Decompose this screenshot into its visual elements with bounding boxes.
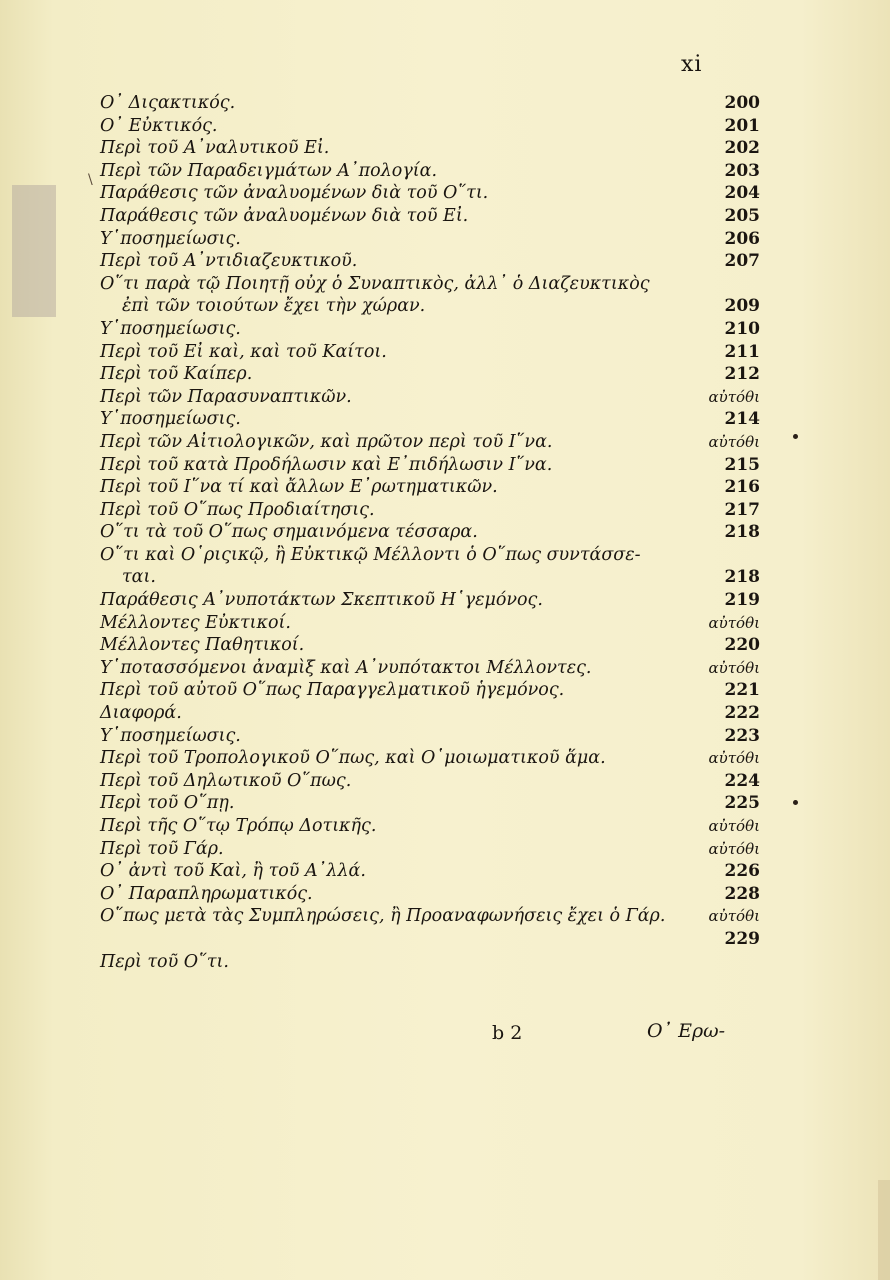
- toc-entry-page: 221: [724, 680, 760, 701]
- toc-entry: [100, 137, 760, 160]
- toc-entry: [100, 815, 760, 838]
- toc-entry-page: 222: [724, 703, 760, 724]
- toc-entry: [100, 363, 760, 386]
- toc-entry: [100, 318, 760, 341]
- toc-entry: [100, 566, 760, 589]
- ink-speck: [793, 434, 798, 439]
- toc-entry-title: Ο᾿ Παραπληρωματικός.: [100, 883, 313, 904]
- toc-entry-page: 220: [724, 635, 760, 656]
- toc-entry: [100, 928, 760, 951]
- ink-speck: [793, 800, 798, 805]
- toc-entry-title: Περὶ τοῦ Γάρ.: [100, 838, 224, 859]
- toc-entry-title: Υ῾ποτασσόμενοι ἀναμὶξ καὶ Α᾿νυπότακτοι Μέλλοντες.: [100, 657, 592, 678]
- toc-entry: [100, 860, 760, 883]
- toc-entry: [100, 589, 760, 612]
- toc-entry-page: 205: [724, 205, 760, 226]
- toc-entry-title: Υ῾ποσημείωσις.: [100, 725, 241, 746]
- toc-entry-title: Υ῾ποσημείωσις.: [100, 318, 241, 339]
- toc-entry-title: Παράθεσις τῶν ἀναλυομένων διὰ τοῦ Ο῞τι.: [100, 183, 489, 204]
- toc-entry-title: Παράθεσις τῶν ἀναλυομένων διὰ τοῦ Εἰ.: [100, 205, 469, 226]
- toc-entry-title: Περὶ τοῦ Ο῞τι.: [100, 951, 229, 972]
- toc-entry: [100, 386, 760, 409]
- toc-entry-page: 204: [724, 183, 760, 204]
- toc-entry: [100, 499, 760, 522]
- toc-entry-title: Περὶ τοῦ Τροπολογικοῦ Ο῞πως, καὶ Ο῾μοιωματικοῦ ἅμα.: [100, 748, 606, 769]
- toc-entry-page: 201: [724, 115, 760, 136]
- toc-entry-title: Μέλλοντες Εὐκτικοί.: [100, 612, 291, 633]
- toc-entry-title: Περὶ τοῦ Α᾿ντιδιαζευκτικοῦ.: [100, 251, 358, 272]
- toc-entry-title: Περὶ τῆς Ο῞τῳ Τρόπῳ Δοτικῆς.: [100, 816, 377, 836]
- toc-entry-page: αὐτόθι: [708, 613, 760, 632]
- toc-entry: [100, 905, 760, 928]
- toc-entry-page: 223: [724, 725, 760, 746]
- toc-entry: [100, 544, 760, 567]
- toc-entry: [100, 951, 760, 974]
- toc-entry: [100, 408, 760, 431]
- toc-entry-page: αὐτόθι: [708, 749, 760, 768]
- toc-entry: [100, 634, 760, 657]
- toc-entry-title: Ο᾿ Διςακτικός.: [100, 93, 236, 113]
- toc-entry: [100, 702, 760, 725]
- toc-entry: [100, 612, 760, 635]
- toc-entry: [100, 454, 760, 477]
- toc-entry-page: 209: [724, 296, 760, 317]
- toc-entry-page: 229: [724, 928, 760, 949]
- toc-entry-title: Υ῾ποσημείωσις.: [100, 228, 241, 249]
- toc-entry-page: 215: [724, 454, 760, 475]
- toc-entry: [100, 747, 760, 770]
- toc-entry-page: 224: [724, 770, 760, 791]
- toc-entry-title: ἐπὶ τῶν τοιούτων ἔχει τὴν χώραν.: [122, 296, 426, 317]
- toc-entry: [100, 521, 760, 544]
- toc-entry: [100, 182, 760, 205]
- toc-entry-page: 218: [724, 522, 760, 543]
- table-of-contents: [100, 92, 760, 973]
- toc-entry-title: Περὶ τοῦ Ι῞να τί καὶ ἄλλων Ε᾿ρωτηματικῶν.: [100, 477, 498, 498]
- toc-entry: [100, 273, 760, 296]
- toc-entry-title: Ο῞πως μετὰ τὰς Συμπληρώσεις, ἢ Προαναφωνήσεις ἔχει ὁ Γάρ.: [100, 906, 666, 927]
- toc-entry-title: Περὶ τοῦ Εἰ καὶ, καὶ τοῦ Καίτοι.: [100, 341, 387, 362]
- toc-entry-title: Περὶ τῶν Αἰτιολογικῶν, καὶ πρῶτον περὶ τοῦ Ι῞να.: [100, 431, 553, 452]
- toc-entry-title: Περὶ τοῦ Ο῞πως Προδιαίτησις.: [100, 499, 375, 520]
- toc-entry-page: 211: [724, 341, 760, 362]
- toc-entry: [100, 657, 760, 680]
- toc-entry-page: 212: [724, 364, 760, 385]
- toc-entry-title: Περὶ τοῦ Δηλωτικοῦ Ο῞πως.: [100, 770, 352, 791]
- signature-mark: b 2: [492, 1022, 523, 1044]
- toc-entry-title: Περὶ τῶν Παρασυναπτικῶν.: [100, 386, 352, 407]
- toc-entry-page: αὐτόθι: [708, 387, 760, 406]
- toc-entry: [100, 431, 760, 454]
- toc-entry-page: 219: [724, 590, 760, 611]
- margin-mark: \: [88, 172, 93, 188]
- toc-entry-page: 228: [724, 883, 760, 904]
- toc-entry-page: 218: [724, 567, 760, 588]
- toc-entry: [100, 115, 760, 138]
- toc-entry-title: Ο᾿ Εὐκτικός.: [100, 115, 218, 136]
- toc-entry-title: Υ῾ποσημείωσις.: [100, 409, 241, 430]
- toc-entry-page: 217: [724, 499, 760, 520]
- toc-entry-title: Διαφορά.: [100, 703, 182, 724]
- toc-entry-page: αὐτόθι: [708, 839, 760, 858]
- toc-entry: [100, 838, 760, 861]
- toc-entry-title: Παράθεσις Α᾿νυποτάκτων Σκεπτικοῦ Η῾γεμόνος.: [100, 590, 543, 611]
- toc-entry-page: 226: [724, 861, 760, 882]
- toc-entry-page: αὐτόθι: [708, 817, 760, 835]
- toc-entry-title: Ο῞τι τὰ τοῦ Ο῞πως σημαινόμενα τέσσαρα.: [100, 522, 478, 543]
- toc-entry-page: 203: [724, 160, 760, 181]
- toc-entry-title: Ο῞τι παρὰ τῷ Ποιητῇ οὐχ ὁ Συναπτικὸς, ἀλλ᾿ ὁ Διαζευκτικὸς: [100, 273, 650, 294]
- toc-entry-page: αὐτόθι: [708, 432, 760, 451]
- toc-entry: [100, 725, 760, 748]
- toc-entry-title: Περὶ τοῦ Καίπερ.: [100, 364, 253, 385]
- tipped-in-paper-strip: [12, 185, 56, 317]
- edge-stain: [878, 1180, 890, 1280]
- toc-entry-title: ται.: [122, 567, 156, 588]
- toc-entry: [100, 476, 760, 499]
- toc-entry-title: Ο᾿ ἀντὶ τοῦ Καὶ, ἢ τοῦ Α᾿λλά.: [100, 861, 366, 882]
- page-folio: xi: [681, 52, 703, 77]
- catchword: Ο᾿ Ερω-: [647, 1020, 726, 1042]
- toc-entry-page: 207: [724, 251, 760, 272]
- toc-entry-title: Ο῞τι καὶ Ο῾ριςικῷ, ἢ Εὐκτικῷ Μέλλοντι ὁ Ο῞πως συντάσσε-: [100, 544, 641, 565]
- toc-entry: [100, 883, 760, 906]
- toc-entry-page: αὐτόθι: [708, 907, 760, 926]
- toc-entry-title: Περὶ τοῦ κατὰ Προδήλωσιν καὶ Ε᾿πιδήλωσιν Ι῞να.: [100, 454, 553, 475]
- toc-entry: [100, 250, 760, 273]
- toc-entry-page: αὐτόθι: [708, 658, 760, 677]
- toc-entry: [100, 228, 760, 251]
- toc-entry-page: 200: [724, 93, 760, 113]
- toc-entry: [100, 160, 760, 183]
- toc-entry-page: 225: [724, 793, 760, 814]
- toc-entry: [100, 205, 760, 228]
- toc-entry-title: Περὶ τῶν Παραδειγμάτων Α᾿πολογία.: [100, 160, 438, 181]
- toc-entry-page: 206: [724, 228, 760, 249]
- toc-entry: [100, 92, 760, 115]
- toc-entry-title: Μέλλοντες Παθητικοί.: [100, 635, 305, 656]
- toc-entry: [100, 770, 760, 793]
- toc-entry-page: 214: [724, 409, 760, 430]
- toc-entry-page: 216: [724, 477, 760, 498]
- toc-entry-title: Περὶ τοῦ Α᾿ναλυτικοῦ Εἰ.: [100, 138, 330, 159]
- toc-entry-page: 202: [724, 138, 760, 159]
- toc-entry: [100, 341, 760, 364]
- toc-entry-page: 210: [724, 318, 760, 339]
- toc-entry-title: Περὶ τοῦ Ο῞πῃ.: [100, 793, 235, 814]
- toc-entry: [100, 679, 760, 702]
- toc-entry: [100, 792, 760, 815]
- toc-entry-title: Περὶ τοῦ αὐτοῦ Ο῞πως Παραγγελματικοῦ ἡγεμόνος.: [100, 680, 565, 701]
- toc-entry: [100, 295, 760, 318]
